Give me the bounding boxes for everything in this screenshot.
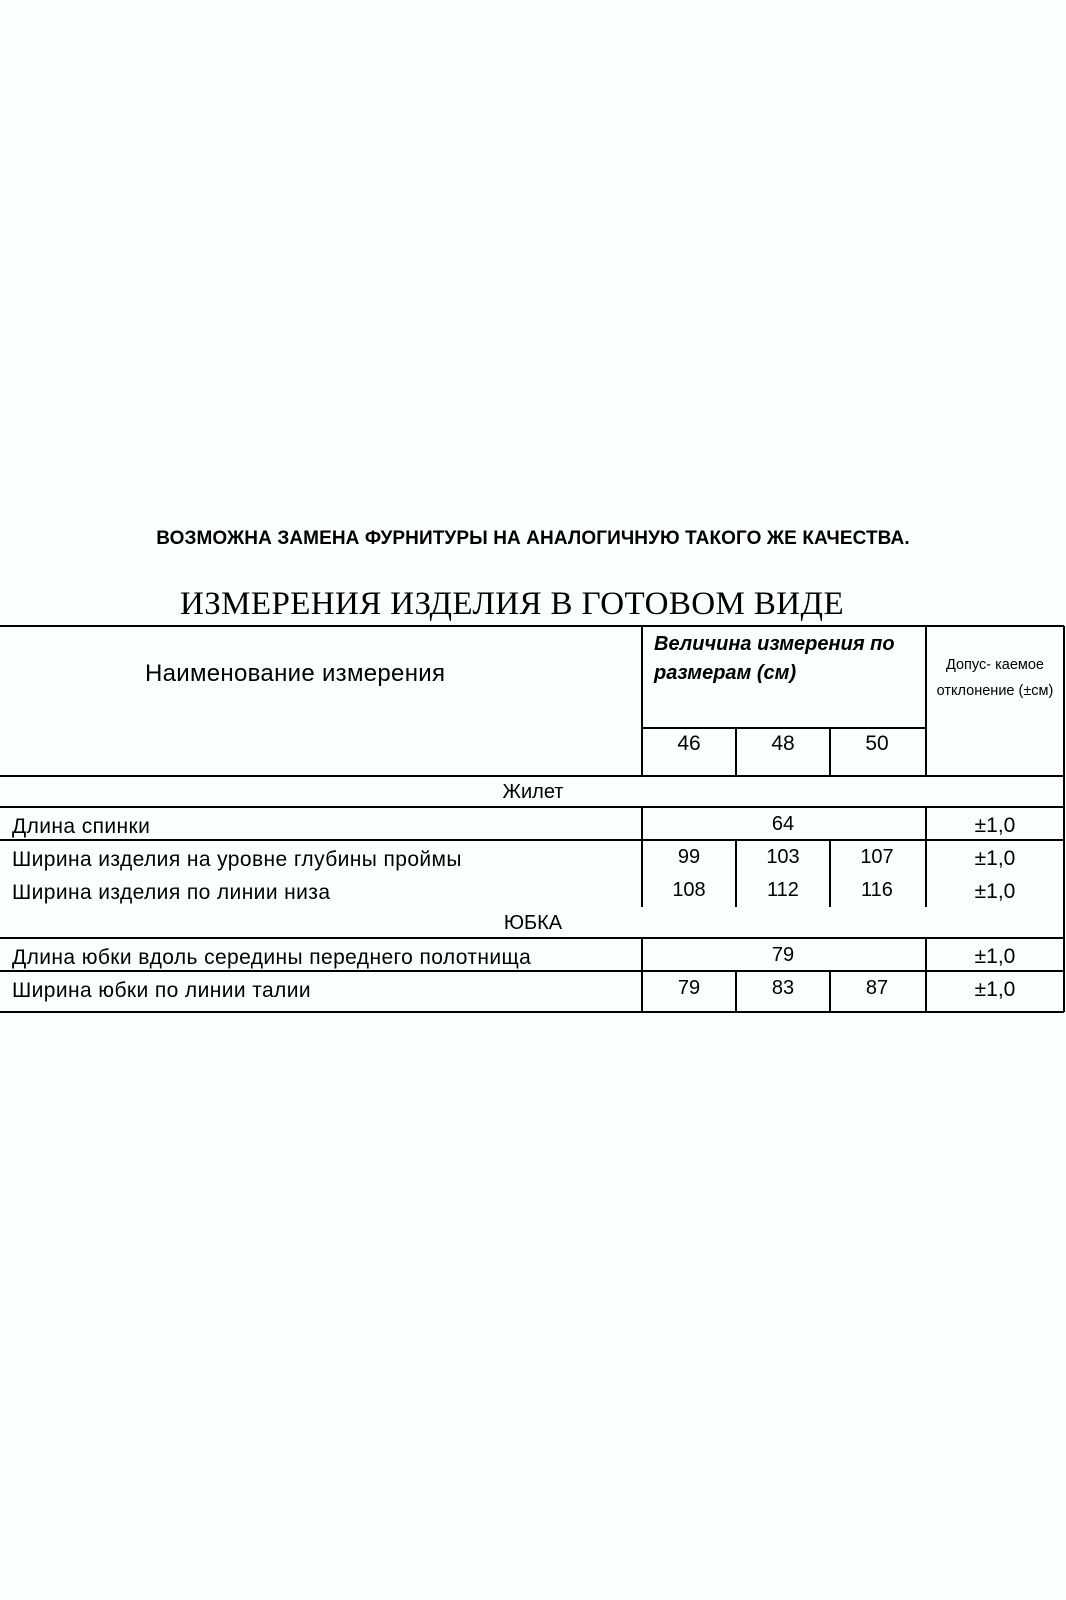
row-value-48: 103 <box>766 846 800 868</box>
hardware-notice: ВОЗМОЖНА ЗАМЕНА ФУРНИТУРЫ НА АНАЛОГИЧНУЮ ТАКОГО ЖЕ КАЧЕСТВА. <box>156 528 910 549</box>
header-tolerance: Допус- каемое отклонение (±см) <box>936 657 1054 699</box>
size-header-46: 46 <box>677 732 701 755</box>
row-value-46: 108 <box>672 879 706 901</box>
row-name: Ширина изделия по линии низа <box>12 881 331 904</box>
document-title: ИЗМЕРЕНИЯ ИЗДЕЛИЯ В ГОТОВОМ ВИДЕ <box>180 586 845 622</box>
header-sizes-caption: Величина измерения по размерам (см) <box>654 633 895 684</box>
row-value-merged: 64 <box>771 813 795 835</box>
row-value-50: 87 <box>865 977 889 999</box>
row-name: Ширина изделия на уровне глубины проймы <box>12 848 462 871</box>
row-value-48: 83 <box>771 977 795 999</box>
row-value-50: 107 <box>860 846 894 868</box>
row-name: Длина юбки вдоль середины переднего полотнища <box>12 946 532 969</box>
row-tolerance: ±1,0 <box>974 814 1016 837</box>
row-value-46: 79 <box>677 977 701 999</box>
row-name: Длина спинки <box>12 815 151 838</box>
row-name: Ширина юбки по линии талии <box>12 979 311 1002</box>
row-tolerance: ±1,0 <box>974 945 1016 968</box>
row-value-50: 116 <box>861 879 893 901</box>
section-title-vest: Жилет <box>502 781 564 803</box>
row-tolerance: ±1,0 <box>974 847 1016 870</box>
row-tolerance: ±1,0 <box>974 880 1016 903</box>
row-value-48: 112 <box>767 879 799 901</box>
row-tolerance: ±1,0 <box>974 978 1016 1001</box>
size-header-50: 50 <box>865 732 889 755</box>
row-value-46: 99 <box>677 846 701 868</box>
row-value-merged: 79 <box>771 944 795 966</box>
size-header-48: 48 <box>771 732 795 755</box>
header-measurement-name: Наименование измерения <box>145 660 446 687</box>
section-title-skirt: ЮБКА <box>503 912 563 934</box>
